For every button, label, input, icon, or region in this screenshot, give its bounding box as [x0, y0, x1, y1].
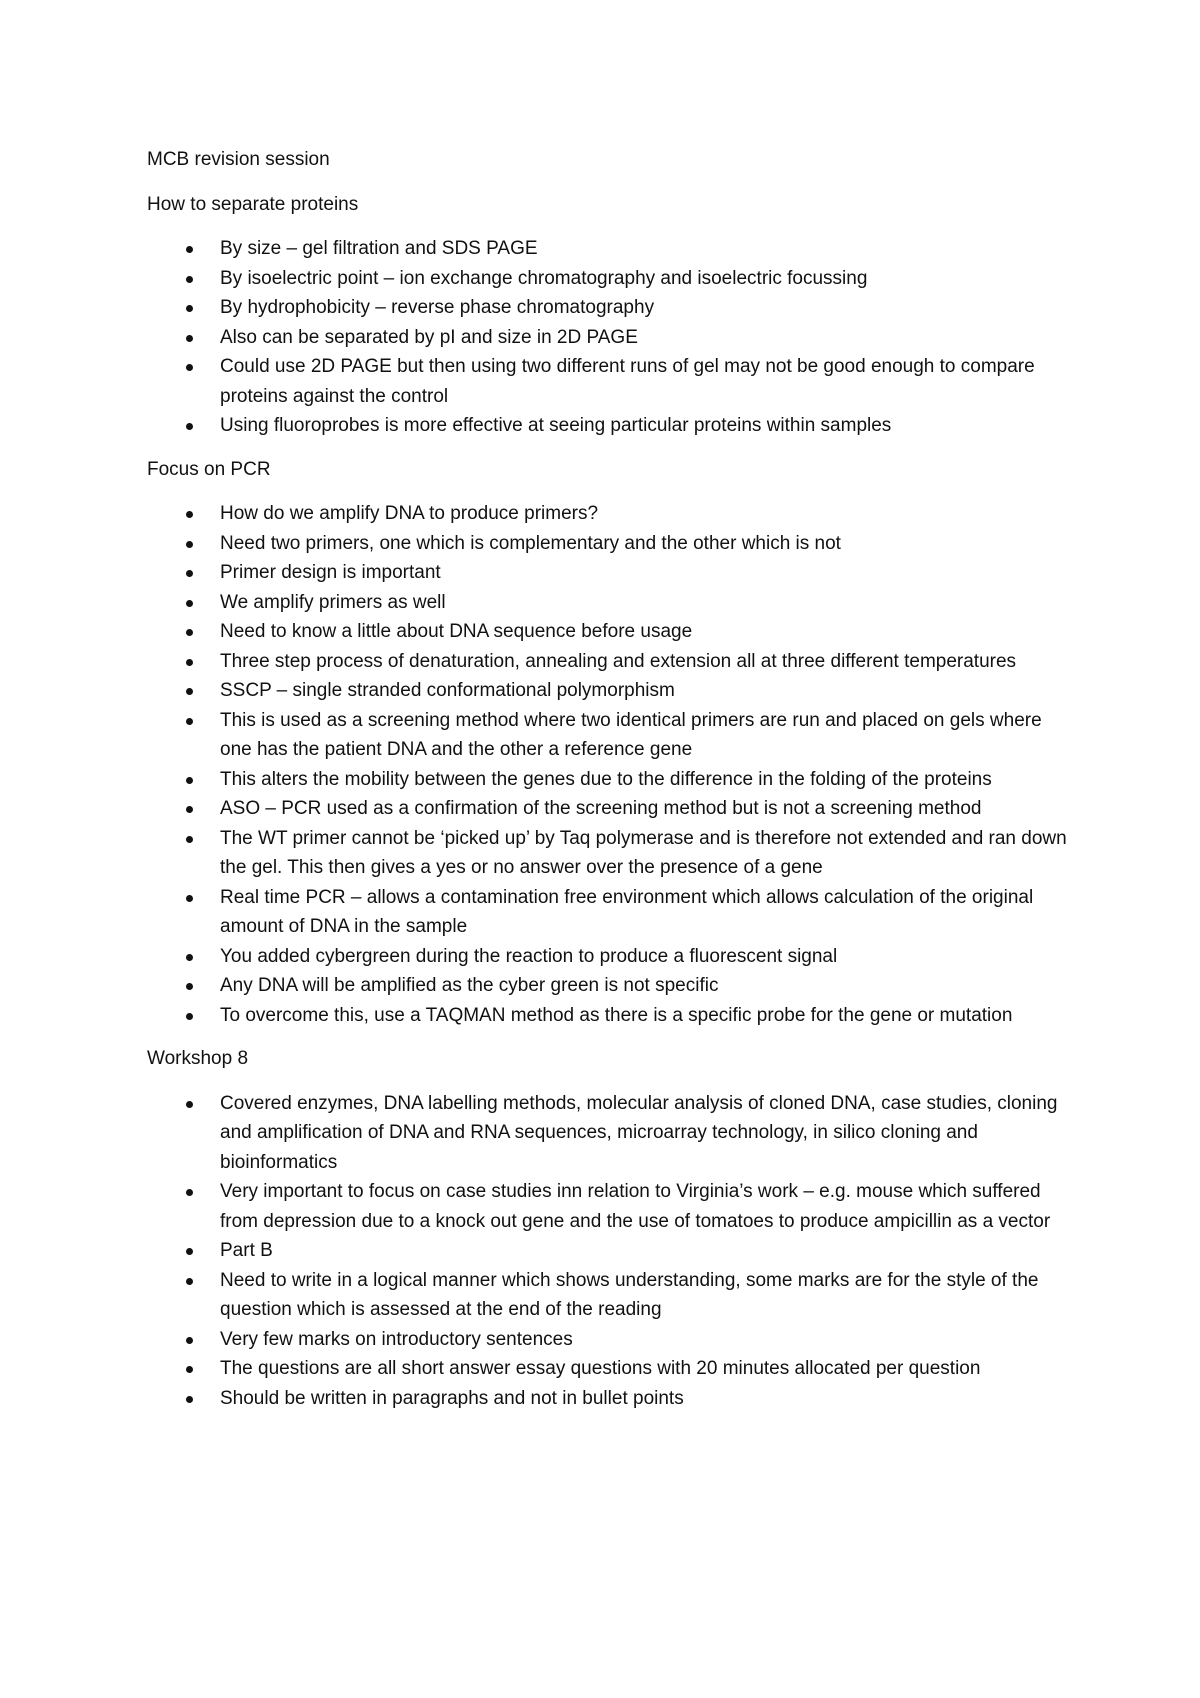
document-sections	[147, 190, 1067, 1414]
list-item-text: ASO – PCR used as a confirmation of the screening method but is not a screening method	[220, 798, 982, 819]
bullet-icon	[186, 511, 193, 518]
bullet-icon	[186, 983, 193, 990]
bullet-icon	[186, 895, 193, 902]
list-item-text: Using fluoroprobes is more effective at seeing particular proteins within samples	[220, 415, 892, 436]
list-item-text: The WT primer cannot be ‘picked up’ by Taq polymerase and is therefore not extended and ran down the gel. This then gives a yes or no answer over the presence of a gene	[220, 827, 1067, 878]
bullet-icon	[186, 305, 193, 312]
list-item-text: Part B	[220, 1240, 273, 1261]
list-item-text: Need two primers, one which is complementary and the other which is not	[220, 532, 841, 554]
bullet-icon	[186, 423, 193, 430]
section	[147, 455, 1067, 1031]
section-heading: How to separate proteins	[147, 193, 359, 215]
section	[147, 1044, 1067, 1413]
list-item	[147, 323, 1067, 353]
list-item	[147, 1177, 1067, 1236]
list-item	[147, 1325, 1067, 1355]
list-item-text: Very few marks on introductory sentences	[220, 1328, 573, 1350]
bullet-icon	[186, 570, 193, 577]
list-item	[147, 588, 1067, 618]
list-item	[147, 647, 1067, 677]
list-item-text: By hydrophobicity – reverse phase chromatography	[220, 297, 655, 318]
list-item-text: Very important to focus on case studies inn relation to Virginia’s work – e.g. mouse which suffered from depression due to a knock out gene and the use of tomatoes to produce ampicillin as a vector	[220, 1181, 1051, 1232]
bullet-list	[147, 1089, 1067, 1414]
bullet-list	[147, 499, 1067, 1030]
list-item-text: Also can be separated by pI and size in 2D PAGE	[220, 326, 638, 348]
bullet-icon	[186, 1366, 193, 1373]
bullet-icon	[186, 836, 193, 843]
bullet-icon	[186, 276, 193, 283]
bullet-icon	[186, 1248, 193, 1255]
list-item-text: The questions are all short answer essay questions with 20 minutes allocated per question	[220, 1358, 981, 1379]
bullet-icon	[186, 777, 193, 784]
list-item-text: Could use 2D PAGE but then using two different runs of gel may not be good enough to compare proteins against the control	[220, 356, 1035, 407]
list-item	[147, 499, 1067, 529]
bullet-icon	[186, 1013, 193, 1020]
list-item-text: By isoelectric point – ion exchange chromatography and isoelectric focussing	[220, 267, 868, 289]
list-item	[147, 264, 1067, 294]
bullet-icon	[186, 1189, 193, 1196]
list-item	[147, 942, 1067, 972]
list-item-text: Any DNA will be amplified as the cyber green is not specific	[220, 975, 719, 996]
bullet-icon	[186, 718, 193, 725]
bullet-icon	[186, 1278, 193, 1285]
list-item-text: Need to know a little about DNA sequence before usage	[220, 621, 693, 642]
list-item-text: Three step process of denaturation, annealing and extension all at three different temperatures	[220, 650, 1017, 672]
list-item	[147, 765, 1067, 795]
bullet-icon	[186, 659, 193, 666]
section-heading: Workshop 8	[147, 1048, 249, 1069]
bullet-icon	[186, 688, 193, 695]
bullet-icon	[186, 1101, 193, 1108]
bullet-icon	[186, 335, 193, 342]
list-item-text: To overcome this, use a TAQMAN method as there is a specific probe for the gene or mutation	[220, 1004, 1013, 1026]
list-item	[147, 234, 1067, 264]
list-item-text: This is used as a screening method where two identical primers are run and placed on gels where one has the patient DNA and the other a reference gene	[220, 709, 1042, 760]
list-item	[147, 411, 1067, 441]
list-item	[147, 794, 1067, 824]
list-item	[147, 676, 1067, 706]
list-item-text: By size – gel filtration and SDS PAGE	[220, 238, 538, 259]
bullet-icon	[186, 364, 193, 371]
bullet-icon	[186, 629, 193, 636]
list-item	[147, 617, 1067, 647]
list-item	[147, 883, 1067, 942]
bullet-icon	[186, 541, 193, 548]
list-item	[147, 706, 1067, 765]
list-item	[147, 1384, 1067, 1414]
list-item	[147, 1001, 1067, 1031]
list-item-text: This alters the mobility between the genes due to the difference in the folding of the proteins	[220, 768, 992, 790]
bullet-icon	[186, 600, 193, 607]
list-item	[147, 352, 1067, 411]
list-item	[147, 293, 1067, 323]
list-item-text: Should be written in paragraphs and not in bullet points	[220, 1387, 684, 1409]
bullet-list	[147, 234, 1067, 441]
list-item-text: How do we amplify DNA to produce primers?	[220, 503, 599, 524]
list-item-text: We amplify primers as well	[220, 591, 446, 613]
list-item	[147, 1089, 1067, 1178]
list-item	[147, 1354, 1067, 1384]
bullet-icon	[186, 806, 193, 813]
list-item-text: SSCP – single stranded conformational polymorphism	[220, 680, 675, 701]
list-item	[147, 558, 1067, 588]
section	[147, 190, 1067, 441]
list-item	[147, 1266, 1067, 1325]
list-item	[147, 1236, 1067, 1266]
list-item-text: Covered enzymes, DNA labelling methods, molecular analysis of cloned DNA, case studies, cloning and amplification of DNA and RNA sequences, microarray technology, in silico cloning and bioinformatics	[220, 1092, 1058, 1173]
bullet-icon	[186, 246, 193, 253]
bullet-icon	[186, 1396, 193, 1403]
list-item-text: Real time PCR – allows a contamination free environment which allows calculation of the original amount of DNA in the sample	[220, 886, 1034, 937]
list-item-text: Primer design is important	[220, 562, 441, 583]
list-item-text: Need to write in a logical manner which shows understanding, some marks are for the style of the question which is assessed at the end of the reading	[220, 1269, 1039, 1320]
bullet-icon	[186, 1337, 193, 1344]
document-title: MCB revision session	[147, 149, 330, 170]
list-item	[147, 529, 1067, 559]
list-item-text: You added cybergreen during the reaction to produce a fluorescent signal	[220, 945, 838, 967]
list-item	[147, 971, 1067, 1001]
list-item	[147, 824, 1067, 883]
document-content	[147, 145, 1067, 1427]
bullet-icon	[186, 954, 193, 961]
section-heading: Focus on PCR	[147, 458, 271, 480]
